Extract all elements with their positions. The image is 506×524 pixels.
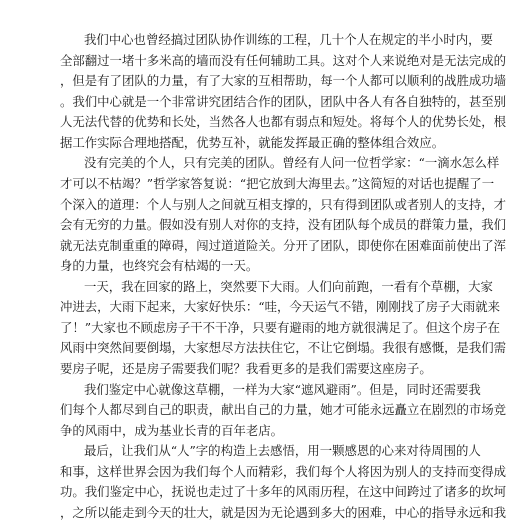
text-line: 我们鉴定中心就像这草棚，一样为大家“遮风避雨”。但是，同时还需要我 [84, 381, 481, 397]
text-line: 要房子呢，还是房子需要我们呢？我看更多的是我们需要这座房子。 [60, 361, 432, 377]
text-line: 。我们中心就是一个非常讲究团结合作的团队，团队中各人有各自独特的，甚至别 [60, 93, 506, 109]
text-line: 身的力量，也终究会有枯竭的一天。 [60, 258, 259, 274]
text-line: ，之所以能走到今天的壮大，就是因为无论遇到多大的困难，中心的指导永远和我 [60, 505, 506, 520]
text-line: 和事，这样世界会因为我们每个人而精彩，我们每个人将因为别人的支持而变得成 [60, 463, 506, 479]
text-line: 就无法克制重重的障碍，闯过道道险关。分开了团队，即使你在困难面前使出了浑 [60, 237, 506, 253]
text-line: 争的风雨中，成为基业长青的百年老店。 [60, 422, 284, 438]
text-line: 个深入的道理：个人与别人之间就互相支撑的，只有得到团队或者别人的支持，才 [60, 196, 506, 212]
text-line: 一天，我在回家的路上，突然要下大雨。人们向前跑，一看有个草棚，大家 [84, 278, 493, 294]
text-line: 们每个人都尽到自己的职责，献出自己的力量，她才可能永远矗立在剧烈的市场竞 [60, 402, 506, 418]
text-line: 没有完美的个人，只有完美的团队。曾经有人问一位哲学家：“一滴水怎么样 [84, 155, 500, 171]
text-line: ，但是有了团队的力量，有了大家的互相帮助，每一个人都可以顺利的战胜成功墙 [60, 73, 506, 89]
text-line: 冲进去，大雨下起来，大家好快乐：“哇，今天运气不错，刚刚找了房子大雨就来 [60, 299, 501, 315]
text-line: 全部翻过一堵十多米高的墙而没有任何辅助工具。这对个人来说绝对是无法完成的 [60, 52, 506, 68]
text-line: 了！”大家也不顾虑房子干不干净，只要有避雨的地方就很满足了。但这个房子在 [60, 319, 501, 335]
text-line: 风雨中突然间要倒塌，大家想尽方法扶住它，不让它倒塌。我很有感慨，是我们需 [60, 340, 506, 356]
text-line: 我们中心也曾经搞过团队协作训练的工程，几十个人在规定的半小时内，要 [84, 32, 493, 47]
text-line: 人无法代替的优势和长处，当然各人也都有弱点和短处。将每个人的优势长处，根 [60, 114, 506, 130]
text-line: 最后，让我们从“人”字的构造上去感悟，用一颗感恩的心来对待周围的人 [84, 443, 481, 459]
text-line: 才可以不枯竭？”哲学家答复说：“把它放到大海里去。”这简短的对话也提醒了一 [60, 175, 495, 191]
text-line: 功。我们鉴定中心，抚说也走过了十多年的风雨历程，在这中间跨过了诸多的坎坷 [60, 484, 506, 500]
text-line: 会有无穷的力量。假如没有别人对你的支持，没有团队每个成员的群策力量，我们 [60, 217, 506, 233]
text-line: 据工作实际合理地搭配，优势互补，就能发挥最正确的整体组合效应。 [60, 134, 445, 150]
